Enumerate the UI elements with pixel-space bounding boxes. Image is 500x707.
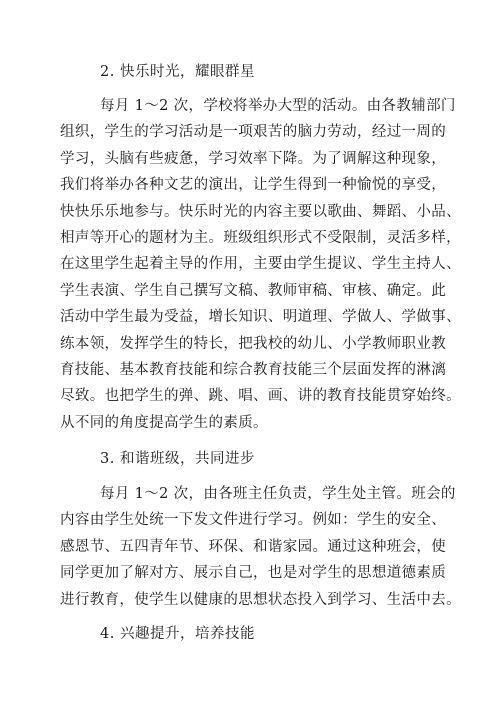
- section-paragraph-3: [60, 481, 461, 613]
- paragraph-line: 内容由学生处统一下发文件进行学习。例如：学生的安全、: [60, 512, 447, 529]
- paragraph-line: 每月 1～2 次，学校将举办大型的活动。由各教辅部门: [100, 98, 456, 114]
- paragraph-line: 在这里学生起着主导的作用，主要由学生提议、学生主持人、: [60, 256, 461, 273]
- paragraph-line: 学习，头脑有些疲惫，学习效率下降。为了调解这种现象，: [60, 150, 447, 167]
- section-paragraph-2: [60, 93, 461, 436]
- paragraph-line: 练本领，发挥学生的特长，把我校的幼儿、小学教师职业教: [60, 335, 447, 352]
- paragraph-line: 感恩节、五四青年节、环保、和谐家园。通过这种班会，使: [60, 538, 447, 555]
- paragraph-line: 同学更加了解对方、展示自己，也是对学生的思想道德素质: [60, 565, 447, 582]
- paragraph-line: 相声等开心的题材为主。班级组织形式不受限制，灵活多样，: [60, 229, 461, 246]
- section-heading-2: 2. 快乐时光，耀眼群星: [100, 64, 255, 80]
- paragraph-line: 快快乐乐地参与。快乐时光的内容主要以歌曲、舞蹈、小品、: [60, 203, 461, 220]
- section-heading-3: 3. 和谐班级，共同进步: [100, 451, 255, 467]
- paragraph-line: 进行教育，使学生以健康的思想状态投入到学习、生活中去。: [60, 591, 461, 608]
- section-heading-4: 4. 兴趣提升，培养技能: [100, 626, 255, 642]
- paragraph-line: 我们将举办各种文艺的演出，让学生得到一种愉悦的享受，: [60, 177, 447, 194]
- paragraph-line: 育技能、基本教育技能和综合教育技能三个层面发挥的淋漓: [60, 361, 447, 378]
- paragraph-line: 活动中学生最为受益，增长知识、明道理、学做人、学做事、: [60, 309, 461, 326]
- paragraph-line: 学生表演、学生自己撰写文稿、教师审稿、审核、确定。此: [60, 282, 447, 299]
- paragraph-line: 尽致。也把学生的弹、跳、唱、画、讲的教育技能贯穿始终。: [60, 388, 461, 405]
- paragraph-line: 每月 1～2 次，由各班主任负责，学生处主管。班会的: [100, 486, 456, 502]
- paragraph-line: 从不同的角度提高学生的素质。: [60, 414, 268, 431]
- paragraph-line: 组织，学生的学习活动是一项艰苦的脑力劳动，经过一周的: [60, 124, 447, 141]
